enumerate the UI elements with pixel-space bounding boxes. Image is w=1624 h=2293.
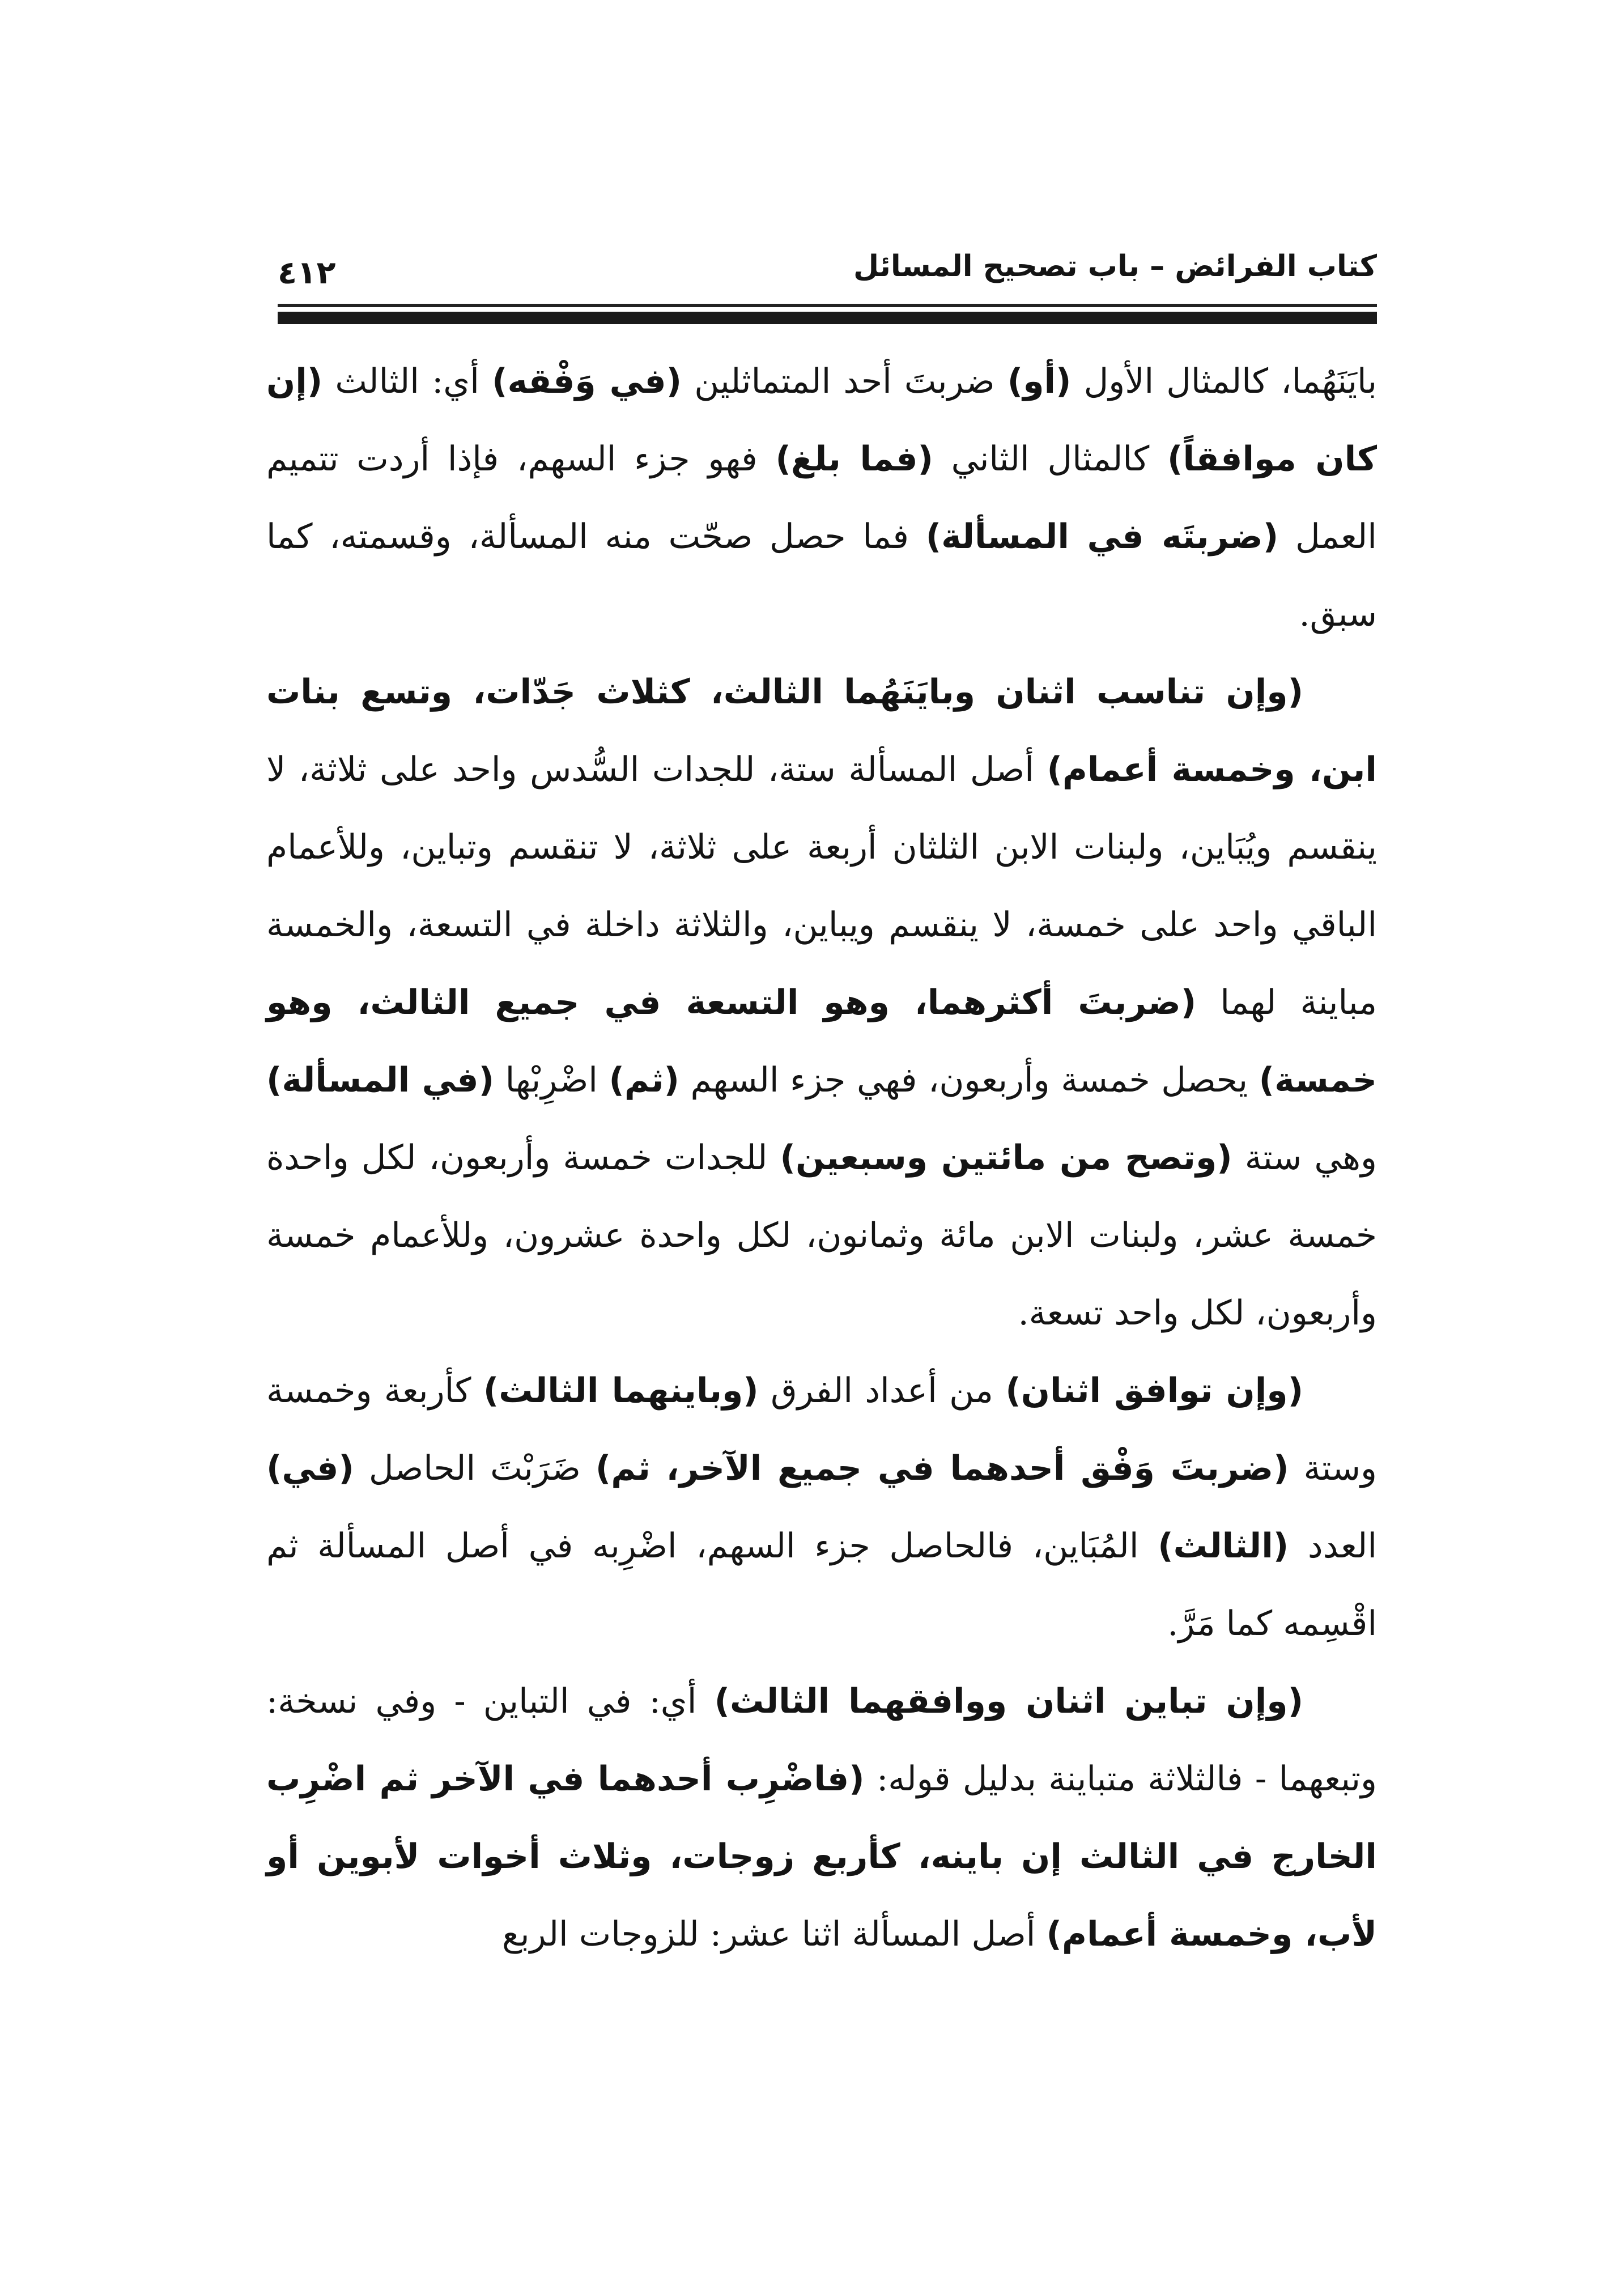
commentary-text: كالمثال الثاني — [933, 439, 1168, 479]
body-text — [266, 343, 1377, 1973]
commentary-text: ضَرَبْتَ الحاصل — [354, 1449, 596, 1488]
commentary-text: أي: في التباين - وفي نسخة: وتبعهما - فالثلاثة متباينة بدليل قوله: — [266, 1681, 1377, 1799]
matn-text: (في المسألة) — [266, 1060, 495, 1100]
commentary-text: للجدات خمسة وأربعون، لكل واحدة خمسة عشر، ولبنات الابن مائة وثمانون، لكل واحدة عشرون، وللأعمام خمسة وأربعون، لكل واحد تسعة. — [266, 1138, 1377, 1333]
matn-text: (إن كان موافقاً) — [266, 362, 1378, 479]
matn-text: (أو) — [1007, 362, 1072, 401]
commentary-text: العدد — [1289, 1526, 1377, 1566]
matn-text: (وتصح من مائتين وسبعين) — [780, 1138, 1232, 1178]
matn-text: (في وَفْقه) — [492, 362, 682, 401]
running-title: كتاب الفرائض – باب تصحيح المسائل — [853, 249, 1377, 283]
page-header — [278, 238, 1377, 300]
commentary-text: كأربعة وخمسة وستة — [266, 1371, 1378, 1488]
matn-text: (ضربتَه في المسألة) — [925, 517, 1279, 557]
commentary-text: وهي ستة — [1232, 1138, 1377, 1178]
commentary-text: المُبَاين، فالحاصل جزء السهم، اضْرِبه في أصل المسألة ثم اقْسِمه كما مَرَّ. — [266, 1526, 1377, 1644]
paragraph — [266, 1352, 1377, 1663]
commentary-text: ضربتَ أحد المتماثلين — [682, 362, 1007, 401]
commentary-text: بايَنَهُما، كالمثال الأول — [1071, 362, 1378, 401]
matn-text: (فما بلغ) — [775, 439, 933, 479]
matn-text: (في) — [266, 1449, 354, 1488]
commentary-text: فما حصل صحّت منه المسألة، وقسمته، كما سبق. — [266, 517, 1377, 634]
matn-text: (وباينهما الثالث) — [483, 1371, 759, 1411]
matn-text: (وإن توافق اثنان) — [1005, 1371, 1303, 1411]
matn-text: (وإن تناسب اثنان وبايَنَهُما الثالث، كثلاث جَدّات، وتسع بنات ابن، وخمسة أعمام) — [266, 672, 1377, 789]
matn-text: (فاضْرِب أحدهما في الآخر ثم اضْرِب الخارج في الثالث إن باينه، كأربع زوجات، وثلاث أخوات لأبوين أو لأب، وخمسة أعمام) — [266, 1759, 1377, 1954]
commentary-text: فهو جزء السهم، فإذا أردت تتميم العمل — [266, 439, 1377, 557]
paragraph — [266, 1663, 1377, 1973]
matn-text: (ضربتَ أكثرهما، وهو التسعة في جميع الثالث، وهو خمسة) — [266, 983, 1378, 1100]
commentary-text: أي: الثالث — [322, 362, 492, 401]
commentary-text: يحصل خمسة وأربعون، فهي جزء السهم — [679, 1060, 1259, 1100]
header-rule-thin — [278, 304, 1377, 307]
paragraph — [266, 653, 1377, 1352]
commentary-text: أصل المسألة ستة، للجدات السُّدس واحد على ثلاثة، لا ينقسم ويُبَاين، ولبنات الابن الثلثان أربعة على ثلاثة، لا تنقسم وتباين، وللأعمام الباقي واحد على خمسة، لا ينقسم ويباين، والثلاثة داخلة في التسعة، والخمسة مباينة لهما — [266, 750, 1377, 1022]
paragraph — [266, 343, 1377, 653]
commentary-text: أصل المسألة اثنا عشر: للزوجات الربع — [501, 1914, 1047, 1954]
matn-text: (وإن تباين اثنان ووافقهما الثالث) — [714, 1681, 1303, 1721]
matn-text: (الثالث) — [1158, 1526, 1289, 1566]
matn-text: (ثم) — [609, 1060, 679, 1100]
commentary-text: من أعداد الفرق — [758, 1371, 1006, 1411]
commentary-text: اضْرِبْها — [494, 1060, 609, 1100]
matn-text: (ضربتَ وَفْق أحدهما في جميع الآخر، ثم) — [595, 1449, 1289, 1488]
header-rule-thick — [278, 312, 1377, 324]
page-number: ٤١٢ — [278, 254, 336, 291]
